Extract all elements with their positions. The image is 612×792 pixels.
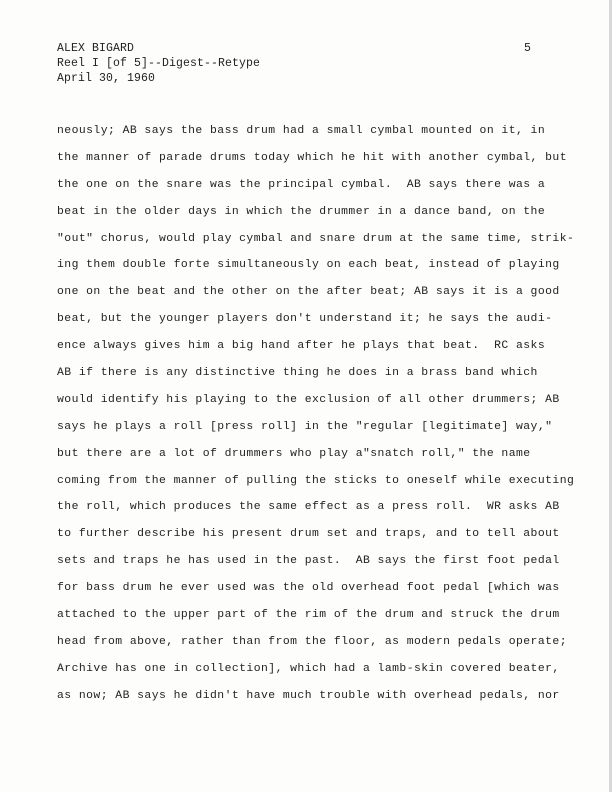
reel-info: Reel I [of 5]--Digest--Retype bbox=[57, 57, 261, 70]
text-line: head from above, rather than from the floor, as modern pedals operate; bbox=[57, 635, 567, 648]
document-header bbox=[57, 41, 260, 86]
transcript-body bbox=[57, 123, 575, 715]
text-line: neously; AB says the bass drum had a small cymbal mounted on it, in bbox=[57, 125, 546, 137]
text-line: the roll, which produces the same effect as a press roll. WR asks AB bbox=[57, 501, 560, 514]
text-line: would identify his playing to the exclusion of all other drummers; AB bbox=[57, 393, 560, 406]
text-line: to further describe his present drum set and traps, and to tell about bbox=[57, 528, 560, 541]
text-line: but there are a lot of drummers who play a"snatch roll," the name bbox=[57, 447, 531, 460]
text-line: AB if there is any distinctive thing he does in a brass band which bbox=[57, 367, 538, 380]
text-line: attached to the upper part of the rim of the drum and struck the drum bbox=[57, 609, 560, 622]
text-line: ing them double forte simultaneously on each beat, instead of playing bbox=[57, 259, 560, 272]
page-number: 5 bbox=[524, 42, 531, 55]
text-line: says he plays a roll [press roll] in the "regular [legitimate] way," bbox=[57, 420, 553, 433]
text-line: the manner of parade drums today which he hit with another cymbal, but bbox=[57, 151, 567, 164]
text-line: as now; AB says he didn't have much trouble with overhead pedals, nor bbox=[57, 689, 560, 702]
text-line: "out" chorus, would play cymbal and snare drum at the same time, strik- bbox=[57, 232, 575, 245]
text-line: for bass drum he ever used was the old overhead foot pedal [which was bbox=[57, 582, 560, 595]
text-line: Archive has one in collection], which had a lamb-skin covered beater, bbox=[57, 662, 560, 675]
text-line: ence always gives him a big hand after he plays that beat. RC asks bbox=[57, 340, 546, 353]
text-line: beat, but the younger players don't understand it; he says the audi- bbox=[57, 313, 553, 326]
interview-date: April 30, 1960 bbox=[57, 72, 156, 85]
text-line: one on the beat and the other on the after beat; AB says it is a good bbox=[57, 286, 560, 299]
text-line: beat in the older days in which the drummer in a dance band, on the bbox=[57, 205, 546, 218]
interviewee-name: ALEX BIGARD bbox=[57, 42, 135, 55]
text-line: sets and traps he has used in the past. AB says the first foot pedal bbox=[57, 555, 560, 568]
text-line: the one on the snare was the principal cymbal. AB says there was a bbox=[57, 178, 546, 191]
text-line: coming from the manner of pulling the sticks to oneself while executing bbox=[57, 474, 575, 487]
